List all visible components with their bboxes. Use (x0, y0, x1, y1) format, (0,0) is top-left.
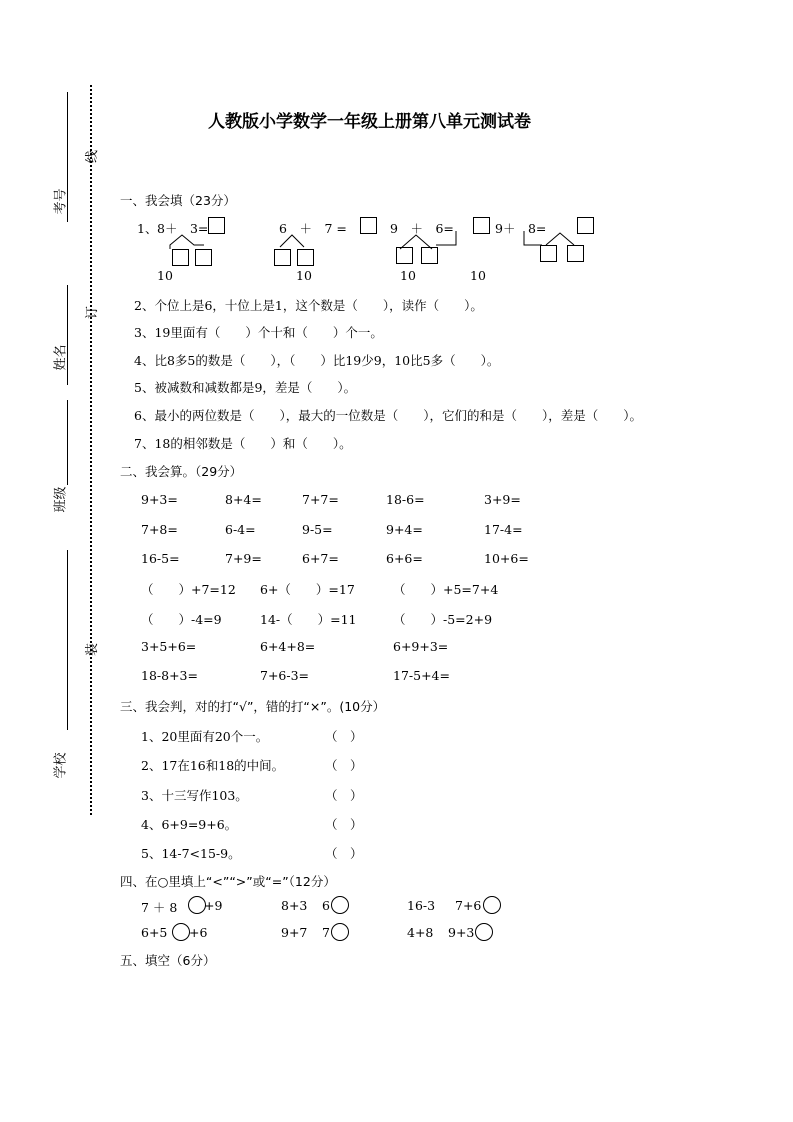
margin-underline (67, 400, 68, 485)
calc-cell: 16-5= (141, 551, 180, 566)
compare-circle[interactable] (331, 896, 349, 914)
calc-cell: 9+4= (386, 522, 423, 537)
page-title: 人教版小学数学一年级上册第八单元测试卷 (208, 112, 531, 132)
judge-paren[interactable]: （ ） (325, 788, 363, 803)
calc-cell: 17-5+4= (393, 668, 450, 683)
q1-number: 1、 (137, 221, 158, 236)
ten-label: 10 (157, 268, 173, 283)
compare-circle[interactable] (475, 923, 493, 941)
calc-cell: （ ）+5=7+4 (393, 582, 499, 597)
judge-paren[interactable]: （ ） (325, 846, 363, 861)
calc-cell: 3+9= (484, 492, 521, 507)
split-box[interactable] (540, 245, 557, 262)
split-box[interactable] (297, 249, 314, 266)
calc-cell: （ ）+7=12 (141, 582, 236, 597)
answer-box[interactable] (208, 217, 225, 234)
judge-item: 5、14-7<15-9。 (141, 846, 241, 861)
calc-cell: 6+（ ）=17 (260, 582, 355, 597)
judge-item: 4、6+9=9+6。 (141, 817, 238, 832)
calc-cell: 8+4= (225, 492, 262, 507)
calc-cell: 7+9= (225, 551, 262, 566)
calc-cell: 6-4= (225, 522, 256, 537)
q1-expression-4: 9＋ 8= (495, 221, 547, 236)
binding-label-bind: 装 (85, 642, 101, 657)
compare-left: 16-3 (407, 898, 436, 913)
judge-item: 3、十三写作103。 (141, 788, 248, 803)
compare-right: 7+6 (455, 898, 482, 913)
compare-right: +9 (204, 898, 223, 913)
calc-cell: 7+6-3= (260, 668, 310, 683)
compare-circle[interactable] (172, 923, 190, 941)
split-box[interactable] (172, 249, 189, 266)
section-1-heading: 一、我会填（23分） (120, 193, 236, 208)
calc-cell: 6+4+8= (260, 639, 316, 654)
ten-label: 10 (400, 268, 416, 283)
margin-label-school: 学校 (53, 752, 69, 779)
section-2-heading: 二、我会算。（29分） (120, 464, 243, 479)
calc-cell: 9-5= (302, 522, 333, 537)
margin-underline (67, 550, 68, 730)
s1-item-7: 7、18的相邻数是（ ）和（ ）。 (134, 436, 352, 451)
compare-circle[interactable] (331, 923, 349, 941)
split-box[interactable] (396, 247, 413, 264)
compare-right: +6 (189, 925, 208, 940)
compare-left: 8+3 (281, 898, 308, 913)
q1-expression-1: 8＋ 3= (157, 221, 209, 236)
margin-label-class: 班级 (53, 486, 69, 513)
s1-item-5: 5、被减数和减数都是9，差是（ ）。 (134, 380, 357, 395)
s1-item-2: 2、个位上是6，十位上是1，这个数是（ ），读作（ ）。 (134, 298, 483, 313)
binding-label-line: 线 (85, 149, 101, 164)
compare-right: 7 (322, 925, 330, 940)
compare-right: 9+3 (448, 925, 475, 940)
margin-label-name: 姓名 (53, 344, 69, 371)
ten-label: 10 (296, 268, 312, 283)
answer-box[interactable] (473, 217, 490, 234)
judge-paren[interactable]: （ ） (325, 817, 363, 832)
calc-cell: 7+8= (141, 522, 178, 537)
calc-cell: （ ）-5=2+9 (393, 612, 493, 627)
calc-cell: 18-6= (386, 492, 425, 507)
calc-cell: 6+9+3= (393, 639, 449, 654)
answer-box[interactable] (360, 217, 377, 234)
calc-cell: 14-（ ）=11 (260, 612, 357, 627)
section-5-heading: 五、填空（6分） (120, 953, 216, 968)
compare-right: 6 (322, 898, 330, 913)
split-box[interactable] (567, 245, 584, 262)
split-box[interactable] (421, 247, 438, 264)
binding-label-staple: 订 (85, 305, 101, 320)
calc-cell: （ ）-4=9 (141, 612, 222, 627)
s1-item-4: 4、比8多5的数是（ ），（ ）比19少9，10比5多（ ）。 (134, 353, 500, 368)
calc-cell: 6+7= (302, 551, 339, 566)
calc-cell: 7+7= (302, 492, 339, 507)
q1-expression-3: 9 ＋ 6= (390, 221, 454, 236)
calc-cell: 10+6= (484, 551, 529, 566)
judge-item: 2、17在16和18的中间。 (141, 758, 285, 773)
calc-cell: 3+5+6= (141, 639, 197, 654)
margin-label-exam-number: 考号 (53, 188, 69, 215)
ten-label: 10 (470, 268, 486, 283)
judge-paren[interactable]: （ ） (325, 729, 363, 744)
s1-item-6: 6、最小的两位数是（ ），最大的一位数是（ ），它们的和是（ ），差是（ ）。 (134, 408, 642, 423)
section-3-heading: 三、我会判，对的打“√”，错的打“×”。(10分） (120, 699, 386, 714)
compare-circle[interactable] (483, 896, 501, 914)
judge-paren[interactable]: （ ） (325, 758, 363, 773)
split-box[interactable] (195, 249, 212, 266)
judge-item: 1、20里面有20个一。 (141, 729, 269, 744)
compare-left: 9+7 (281, 925, 308, 940)
split-box[interactable] (274, 249, 291, 266)
q1-expression-2: 6 ＋ 7 = (279, 221, 347, 236)
calc-cell: 9+3= (141, 492, 178, 507)
compare-left: 6+5 (141, 925, 168, 940)
binding-dotted-line (90, 85, 92, 815)
calc-cell: 17-4= (484, 522, 523, 537)
calc-cell: 18-8+3= (141, 668, 198, 683)
calc-cell: 6+6= (386, 551, 423, 566)
compare-left: 4+8 (407, 925, 434, 940)
s1-item-3: 3、19里面有（ ）个十和（ ）个一。 (134, 325, 383, 340)
compare-left: 7 ＋ 8 (141, 900, 178, 915)
section-4-heading: 四、在○里填上“<”“>”或“=”（12分） (120, 874, 336, 889)
